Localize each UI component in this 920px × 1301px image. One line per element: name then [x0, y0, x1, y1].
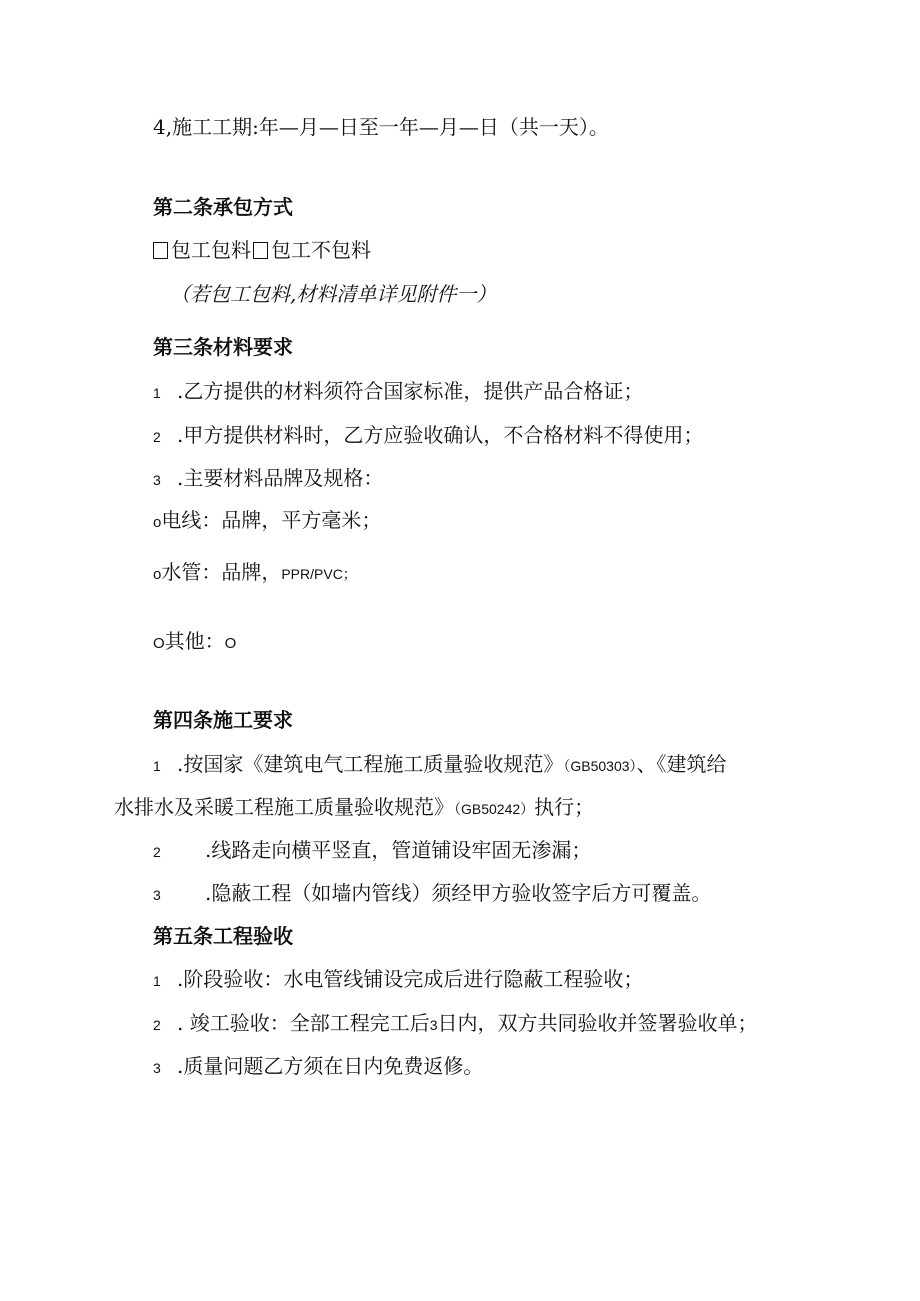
pipe-spec: PPR/PVC；: [281, 566, 357, 582]
item-number: 2: [153, 844, 161, 860]
standard-code-2: （GB50242）: [454, 801, 535, 817]
material-sub-wire: [153, 506, 381, 534]
item-number: 1: [153, 385, 161, 401]
days-count: 3: [429, 1017, 438, 1033]
item-number: 1: [153, 758, 161, 774]
section3-title: 第三条材料要求: [153, 335, 293, 359]
section4-title: 第四条施工要求: [153, 708, 293, 732]
construction-period-label: 4,施工工期:: [153, 115, 259, 139]
construction-req-1a: [153, 750, 727, 778]
material-sub-pipe: [153, 558, 357, 586]
item-number: 3: [153, 1060, 161, 1076]
item-text: .主要材料品牌及规格：: [177, 466, 384, 490]
item-text: .质量问题乙方须在日内免费返修。: [177, 1054, 484, 1078]
material-item-2: [153, 421, 703, 449]
item-number: 2: [153, 1017, 161, 1033]
item-number: 3: [153, 887, 161, 903]
construction-req-3: [153, 879, 711, 907]
section5-title: 第五条工程验收: [153, 924, 293, 948]
bullet: o: [153, 514, 162, 531]
acceptance-item-3: [153, 1052, 483, 1080]
contract-options: [153, 236, 371, 264]
contract-note: （若包工包料,材料清单详见附件一）: [170, 282, 497, 306]
construction-period-line: [153, 113, 609, 141]
item-number: 2: [153, 429, 161, 445]
bullet: o: [153, 566, 162, 583]
item-number: 3: [153, 472, 161, 488]
item-text-cont: 、《建筑给: [636, 752, 727, 776]
bullet: O: [153, 635, 165, 652]
item-text: . 竣工验收：全部工程完工后: [177, 1011, 430, 1035]
item-text: .线路走向横平竖直，管道铺设牢固无渗漏；: [205, 838, 592, 862]
material-item-3: [153, 464, 383, 492]
item-text: 水排水及采暖工程施工质量验收规范》: [114, 795, 454, 819]
section2-title: 第二条承包方式: [153, 195, 293, 219]
item-text: .乙方提供的材料须符合国家标准，提供产品合格证；: [177, 379, 644, 403]
option1-label: 包工包料: [171, 238, 251, 262]
standard-code-1: （GB50303）: [563, 758, 637, 774]
material-sub-other: [153, 627, 236, 655]
construction-req-2: [153, 836, 591, 864]
item-text: .隐蔽工程（如墙内管线）须经甲方验收签字后方可覆盖。: [205, 881, 712, 905]
item-text: .按国家《建筑电气工程施工质量验收规范》: [177, 752, 564, 776]
item-text: .阶段验收：水电管线铺设完成后进行隐蔽工程验收；: [177, 967, 644, 991]
sub-item-text: 水管：品牌，: [161, 560, 282, 584]
material-item-1: [153, 377, 643, 405]
item-text-end: 执行；: [534, 795, 595, 819]
option2-label: 包工不包料: [271, 238, 371, 262]
acceptance-item-1: [153, 965, 643, 993]
acceptance-item-2: [153, 1009, 758, 1037]
option1-checkbox[interactable]: [153, 242, 168, 259]
item-text: .甲方提供材料时，乙方应验收确认，不合格材料不得使用；: [177, 423, 704, 447]
construction-req-1b: [114, 793, 594, 821]
sub-item-text: 其他：: [164, 629, 225, 653]
sub-item-text: 电线：品牌，平方毫米；: [161, 508, 382, 532]
construction-period-text: 年—月—日至一年—月—日（共一天）。: [258, 115, 609, 139]
other-value: O: [224, 635, 237, 652]
item-number: 1: [153, 973, 161, 989]
item-text-cont: 日内，双方共同验收并签署验收单；: [437, 1011, 758, 1035]
option2-checkbox[interactable]: [253, 242, 268, 259]
